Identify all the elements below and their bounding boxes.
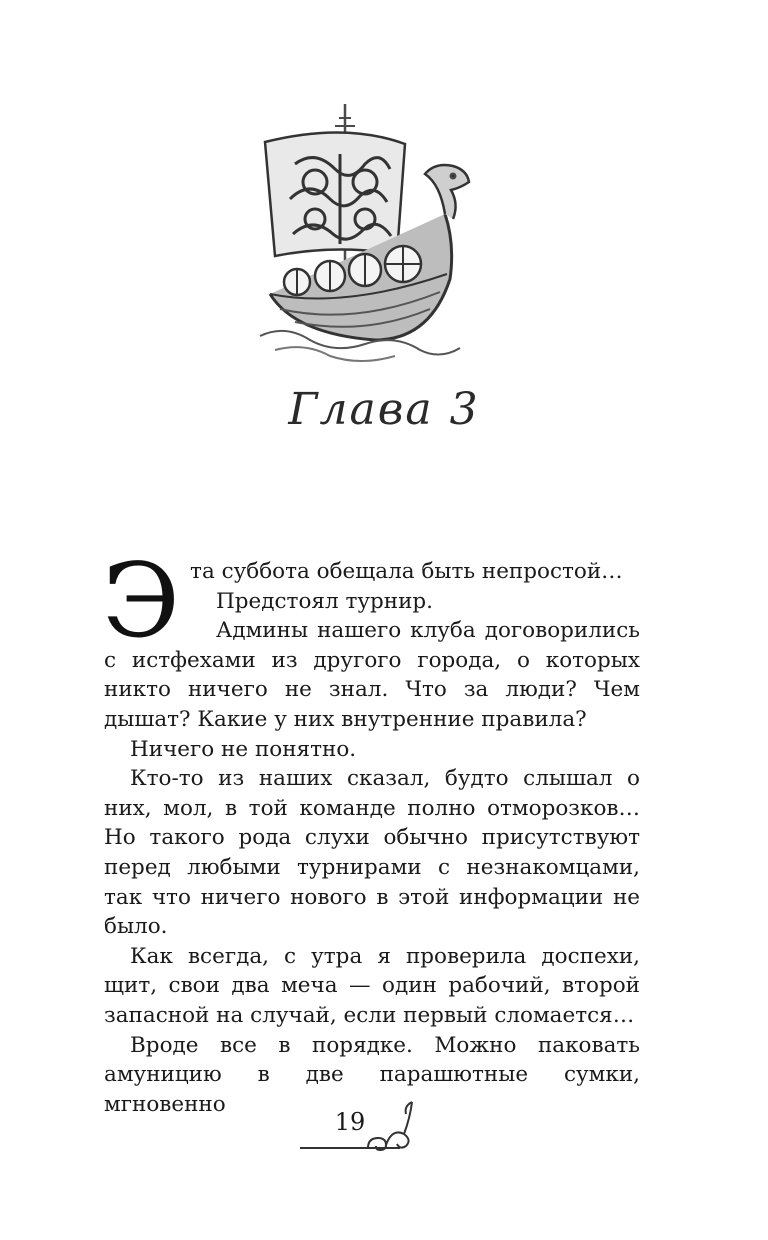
paragraph: Админы нашего клуба договорились с истфехами из другого города, о которых никто ничего не знал. Что за люди? Чем дышат? Какие у них внутренние правила? [104,618,640,732]
body-text [102,542,640,1119]
paragraph: Как всегда, с утра я проверила доспехи, щит, свои два меча — один рабочий, второй запасной на случай, если первый сломается… [104,943,640,1028]
drop-cap: Э [102,542,181,661]
chapter-title: Глава 3 [288,384,480,435]
paragraph: Кто-то из наших сказал, будто слышал о них, мол, в той команде полно отморозков… Но такого рода слухи обычно присутствуют перед любыми турнирами с незнакомцами, так что ничего нового в этой информации не было. [104,766,640,940]
paragraph: Вроде все в порядке. Можно паковать амуницию в две парашютные сумки, мгновенно [104,1032,640,1117]
page-number: 19 [334,1108,366,1136]
viking-ship-icon [255,104,485,366]
paragraph: Ничего не понятно. [130,736,357,762]
paragraph: Предстоял турнир. [216,588,434,614]
paragraph: та суббота обещала быть непростой… [190,559,623,584]
page-footer [300,1098,420,1158]
